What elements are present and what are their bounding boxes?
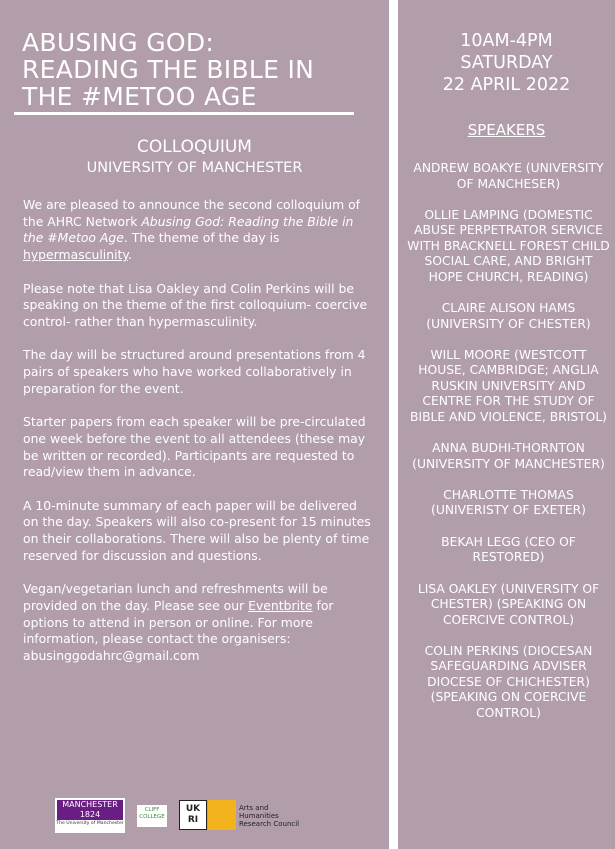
intro-paragraph (23, 197, 375, 264)
speaker-item: WILL MOORE (WESTCOTT HOUSE, CAMBRIDGE; ANGLIA RUSKIN UNIVERSITY AND CENTRE FOR THE STUDY OF BIBLE AND VIOLENCE, BRISTOL) (410, 347, 607, 424)
cliff-college-logo: CLIFF COLLEGE (137, 805, 167, 827)
lunch-text-a: Vegan/vegetarian lunch and refreshments will be provided on the day. Please see our (23, 581, 328, 613)
note-paragraph: Please note that Lisa Oakley and Colin Perkins will be speaking on the theme of the first colloquium- coercive control- rather than hypermasculinity. (23, 280, 368, 329)
event-date: 22 APRIL 2022 (442, 75, 571, 95)
summary-paragraph: A 10-minute summary of each paper will be delivered on the day. Speakers will also co-present for 15 minutes on their collaborations. There will also be plenty of time reserved for discussion and questions. (23, 497, 371, 563)
university-heading: UNIVERSITY OF MANCHESTER (86, 160, 303, 176)
speaker-item: CHARLOTTE THOMAS (UNIVERISTY OF EXETER) (431, 487, 586, 518)
manchester-logo (55, 798, 125, 833)
hypermasculinity-link[interactable]: hypermasculinity (23, 247, 128, 263)
event-title (22, 29, 362, 110)
speakers-heading: SPEAKERS (467, 121, 546, 139)
eventbrite-link[interactable]: Eventbrite (248, 597, 313, 613)
event-day: SATURDAY (460, 53, 553, 73)
ukri-logo: UK RI (179, 800, 207, 830)
lunch-text-b: for options to attend in person or online. For more information, please contact the organisers: abusinggodahrc@gmail.com (23, 597, 334, 663)
speakers-list (406, 161, 611, 737)
title-line-1: ABUSING GOD: (22, 28, 215, 57)
title-underline-divider (14, 112, 354, 115)
speaker-item: LISA OAKLEY (UNIVERSITY OF CHESTER) (SPEAKING ON COERCIVE CONTROL) (417, 581, 600, 627)
speaker-item: COLIN PERKINS (DIOCESAN SAFEGUARDING ADVISER DIOCESE OF CHICHESTER) (SPEAKING ON COERCIVE CONTROL) (424, 643, 593, 720)
event-time: 10AM-4PM (460, 31, 553, 51)
speaker-item: ANDREW BOAKYE (UNIVERSITY OF MANCHESER) (413, 161, 604, 191)
event-schedule (398, 30, 615, 96)
speaker-item: CLAIRE ALISON HAMS (UNIVERSITY OF CHESTER) (426, 301, 591, 331)
manchester-logo-caption: The University of Manchester (56, 821, 124, 826)
intro-text-b: . The theme of the day is (123, 230, 280, 246)
title-line-2: READING THE BIBLE IN (22, 55, 315, 84)
ahrc-logo-text: Arts and Humanities Research Council (239, 804, 300, 828)
network-name: Abusing God: Reading the Bible in the #Metoo Age (23, 213, 354, 246)
colloquium-heading: COLLOQUIUM (137, 137, 252, 157)
starter-papers-paragraph: Starter papers from each speaker will be pre-circulated one week before the event to all attendees (these may be written or recorded). Participants are requested to read/view them in advance. (23, 414, 366, 480)
speaker-item: OLLIE LAMPING (DOMESTIC ABUSE PERPETRATOR SERVICE WITH BRACKNELL FOREST CHILD SOCIAL CARE, AND BRIGHT HOPE CHURCH, READING) (407, 207, 610, 284)
lunch-paragraph (23, 581, 375, 665)
intro-text-a: We are pleased to announce the second colloquium of the AHRC Network (23, 197, 361, 229)
ahrc-logo-mark (208, 800, 236, 830)
title-line-3: THE #METOO AGE (22, 82, 257, 111)
right-panel (398, 0, 615, 849)
structure-paragraph: The day will be structured around presentations from 4 pairs of speakers who have worked collaboratively in preparation for the event. (23, 347, 366, 396)
speaker-item: ANNA BUDHI-THORNTON (UNIVERSITY OF MANCHESTER) (412, 441, 605, 471)
description-text (23, 197, 375, 681)
intro-text-c: . (127, 247, 132, 263)
manchester-logo-mark: MANCHESTER 1824 (57, 800, 123, 820)
speaker-item: BEKAH LEGG (CEO OF RESTORED) (441, 534, 576, 565)
